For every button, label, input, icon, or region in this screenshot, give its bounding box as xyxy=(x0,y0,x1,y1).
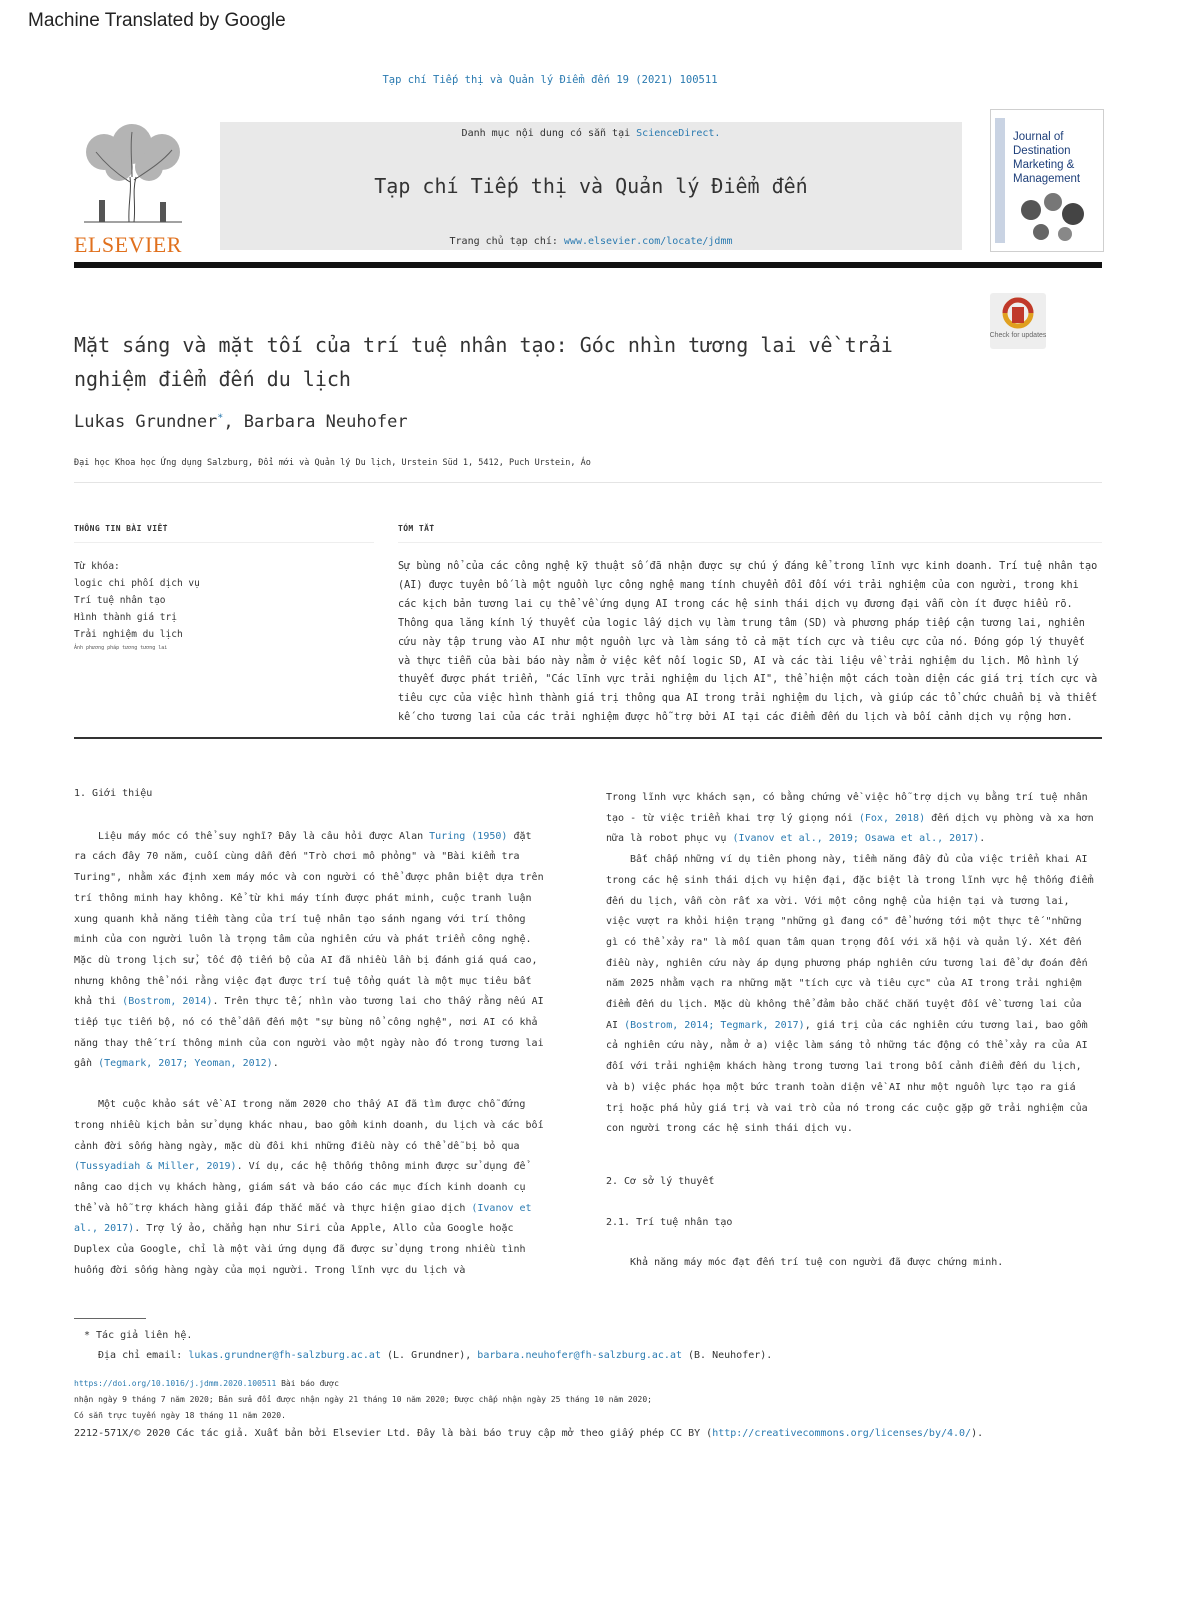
authors-line xyxy=(74,412,408,432)
check-for-updates-icon[interactable] xyxy=(990,293,1046,349)
citation-link[interactable]: (Bostrom, 2014; Tegmark, 2017) xyxy=(624,1019,805,1031)
journal-title: Tạp chí Tiếp thị và Quản lý Điểm đến xyxy=(374,174,808,198)
license-link[interactable]: http://creativecommons.org/licenses/by/4.0/ xyxy=(712,1428,972,1439)
keyword-item: Ảnh phương pháp tương tương lai xyxy=(74,645,168,651)
elsevier-wordmark: ELSEVIER xyxy=(74,232,182,257)
footnote-divider xyxy=(74,1318,146,1319)
citation-link[interactable]: (Ivanov et al., 2019; Osawa et al., 2017) xyxy=(732,833,980,845)
body-paragraph: Khả năng máy móc đạt đến trí tuệ con người đã được chứng minh. xyxy=(630,1257,1004,1269)
email-link[interactable]: barbara.neuhofer@fh-salzburg.ac.at xyxy=(477,1350,682,1361)
subsection-heading: 2.1. Trí tuệ nhân tạo xyxy=(606,1216,733,1228)
online-date: Có sẵn trực tuyến ngày 18 tháng 11 năm 2020. xyxy=(74,1411,286,1420)
divider xyxy=(74,542,374,543)
keywords-block xyxy=(74,558,200,653)
journal-reference-link[interactable]: Tạp chí Tiếp thị và Quản lý Điểm đến 19 (2021) 100511 xyxy=(382,74,718,86)
citation-link[interactable]: Turing (1950) xyxy=(429,830,508,842)
corresponding-author-note: * Tác giả liên hệ. xyxy=(84,1330,193,1341)
footnotes xyxy=(74,1326,1104,1444)
contents-available-line: Danh mục nội dung có sẵn tại ScienceDirect. xyxy=(461,128,721,139)
body-paragraph: Liệu máy móc có thể suy nghĩ? Đây là câu hỏi được Alan Turing (1950) đặt ra cách đây 70 năm, cuối cùng dẫn đến "Trò chơi mô phỏng" và "Bài kiểm tra Turing", nhằm xác định xem máy móc và con người có thể được phân biệt dựa trên trí thông minh hay không. Kể từ khi máy tính được phát minh, cuộc tranh luận xung quanh khả năng tiềm tàng của trí tuệ nhân tạo sánh ngang với trí thông minh của con người luôn là trọng tâm của nghiên cứu và phát triển công nghệ. Mặc dù trong lịch sử, tốc độ tiến bộ của AI đã nhiều lần bị đánh giá quá cao, nhưng không thể nói rằng việc đạt được trí tuệ tổng quát là một mục tiêu bất khả thi (Bostrom, 2014). Trên thực tế, nhìn vào tương lai cho thấy rằng nếu AI tiếp tục tiến bộ, nó có thể dẫn đến một "sự bùng nổ công nghệ", nơi AI có khả năng thay thế trí thông minh của con người vào một ngày nào đó trong tương lai gần (Tegmark, 2017; Yeoman, 2012). xyxy=(74,830,544,1070)
corresponding-author-mark[interactable]: * xyxy=(217,412,224,424)
journal-homepage-line: Trang chủ tạp chí: www.elsevier.com/locate/jdmm xyxy=(449,236,733,247)
citation-link[interactable]: (Tussyadiah & Miller, 2019) xyxy=(74,1161,237,1173)
author-name[interactable]: Lukas Grundner xyxy=(74,412,218,432)
machine-translation-banner: Machine Translated by Google xyxy=(28,10,286,31)
sciencedirect-link[interactable]: ScienceDirect. xyxy=(636,128,721,139)
body-column-left xyxy=(74,784,544,1281)
divider xyxy=(74,737,1102,739)
license-line: 2212-571X/© 2020 Các tác giả. Xuất bản bởi Elsevier Ltd. Đây là bài báo truy cập mở theo giấy phép CC BY (http://creativecommons.org/licenses/by/4.0/). xyxy=(74,1428,984,1439)
section-heading: 1. Giới thiệu xyxy=(74,788,153,799)
section-heading: 2. Cơ sở lý thuyết xyxy=(606,1175,715,1187)
article-title: Mặt sáng và mặt tối của trí tuệ nhân tạo: Góc nhìn tương lai về trải nghiệm điểm đến du lịch xyxy=(74,333,893,391)
doi-link[interactable]: https://doi.org/10.1016/j.jdmm.2020.100511 xyxy=(74,1379,277,1388)
body-paragraph: Trong lĩnh vực khách sạn, có bằng chứng về việc hỗ trợ dịch vụ bằng trí tuệ nhân tạo - từ việc triển khai trợ lý giọng nói (Fox, 2018) đến dịch vụ phòng và xa hơn nữa là robot phục vụ (Ivanov et al., 2019; Osawa et al., 2017). xyxy=(606,792,1094,845)
affiliation: Đại học Khoa học Ứng dụng Salzburg, Đổi mới và Quản lý Du lịch, Urstein Süd 1, 5412, Puch Urstein, Áo xyxy=(74,458,591,468)
body-paragraph: Bất chấp những ví dụ tiên phong này, tiềm năng đầy đủ của việc triển khai AI trong các hệ sinh thái dịch vụ hiện đại, đặc biệt là trong lĩnh vực hệ thống điểm đến du lịch, vẫn còn rất xa vời. Với một công nghệ của hiện tại và tương lai, việc vượt ra khỏi hiện trạng "những gì đang có" để hướng tới một thực tế "những gì có thể xảy ra" là mối quan tâm quan trọng đối với xã hội và quản lý. Xét đến điều này, nghiên cứu này áp dụng phương pháp nghiên cứu tương lai để dự đoán đến năm 2025 nhằm vạch ra những mặt "tích cực và tiêu cực" của AI trong trải nghiệm điểm đến du lịch. Mặc dù không thể đảm bảo chắc chắn tuyệt đối về tương lai của AI (Bostrom, 2014; Tegmark, 2017), giá trị của các nghiên cứu tương lai, bao gồm cả nghiên cứu này, nằm ở a) việc làm sáng tỏ những tác động có thể xảy ra của AI đối với trải nghiệm khách hàng trong tương lai trong bối cảnh điểm đến du lịch, và b) việc phác họa một bức tranh toàn diện về AI như một nguồn lực tạo ra giá trị hoặc phá hủy giá trị và vai trò của nó trong các cuộc gặp gỡ trải nghiệm của con người trong các hệ sinh thái dịch vụ. xyxy=(606,854,1094,1135)
body-column-right xyxy=(606,788,1096,1274)
abstract-heading: TÓM TẮT xyxy=(398,524,435,533)
journal-cover-image xyxy=(990,109,1104,252)
abstract-text: Sự bùng nổ của các công nghệ kỹ thuật số đã nhận được sự chú ý đáng kể trong lĩnh vực kinh doanh. Trí tuệ nhân tạo (AI) được tuyên bố là một nguồn lực công nghệ mang tính chuyển đổi đối với trải nghiệm của con người, trong khi các kịch bản tương lai cụ thể về ứng dụng AI trong các hệ sinh thái dịch vụ đương đại vẫn còn ít được hiểu rõ. Thông qua lăng kính lý thuyết của logic lấy dịch vụ làm trung tâm (SD) và phương pháp tiếp cận tương lai, nghiên cứu này tập trung vào AI như một nguồn lực và làm sáng tỏ cả mặt tích cực và tiêu cực của nó. Đóng góp lý thuyết và thực tiễn của bài báo này nằm ở việc kết nối logic SD, AI và các tài liệu về trải nghiệm du lịch. Mô hình lý thuyết được phát triển, "Các lĩnh vực trải nghiệm du lịch AI", thể hiện một cách toàn diện các giá trị tích cực và tiêu cực của việc hình thành giá trị thông qua AI trong trải nghiệm du lịch, và giúp các tổ chức chuẩn bị và thiết kế cho tương lai của các trải nghiệm được hỗ trợ bởi AI tại các điểm đến du lịch và bối cảnh dịch vụ rộng hơn. xyxy=(398,561,1098,724)
body-paragraph: Một cuộc khảo sát về AI trong năm 2020 cho thấy AI đã tìm được chỗ đứng trong nhiều kịch bản sử dụng khác nhau, bao gồm kinh doanh, du lịch và các bối cảnh đời sống hàng ngày, mặc dù đôi khi những điều này có thể dễ bị bỏ qua (Tussyadiah & Miller, 2019). Ví dụ, các hệ thống thông minh được sử dụng để nâng cao dịch vụ khách hàng, giám sát và báo cáo các mục đích kinh doanh cụ thể và hỗ trợ khách hàng giải đáp thắc mắc và thực hiện giao dịch (Ivanov et al., 2017). Trợ lý ảo, chẳng hạn như Siri của Apple, Allo của Google hoặc Duplex của Google, chỉ là một vài ứng dụng đã được sử dụng trong nhiều tình huống đời sống hàng ngày của mọi người. Trong lĩnh vực du lịch và xyxy=(74,1099,544,1276)
article-info-heading: THÔNG TIN BÀI VIẾT xyxy=(74,524,168,533)
citation-link[interactable]: (Tegmark, 2017; Yeoman, 2012) xyxy=(98,1058,273,1070)
keyword-item: Trải nghiệm du lịch xyxy=(74,629,183,640)
keyword-item: Hình thành giá trị xyxy=(74,612,177,623)
keyword-item: logic chi phối dịch vụ xyxy=(74,578,200,589)
keyword-item: Trí tuệ nhân tạo xyxy=(74,595,166,606)
email-link[interactable]: lukas.grundner@fh-salzburg.ac.at xyxy=(188,1350,381,1361)
citation-link[interactable]: (Ivanov et al., 2017) xyxy=(74,1202,532,1235)
check-badge-label: Check for updates xyxy=(990,332,1046,339)
divider xyxy=(398,542,1102,543)
cover-title: Journal of Destination Marketing & Management xyxy=(1013,131,1081,185)
doi-line: https://doi.org/10.1016/j.jdmm.2020.100511 Bài báo được xyxy=(74,1379,339,1388)
header-divider xyxy=(74,262,1102,268)
journal-homepage-link[interactable]: www.elsevier.com/locate/jdmm xyxy=(563,236,733,247)
citation-link[interactable]: (Fox, 2018) xyxy=(858,812,926,824)
citation-link[interactable]: (Bostrom, 2014) xyxy=(122,996,213,1008)
author-name[interactable]: , Barbara Neuhofer xyxy=(223,412,408,432)
journal-header-box xyxy=(220,122,962,250)
received-dates: nhận ngày 9 tháng 7 năm 2020; Bản sửa đổi được nhận ngày 21 tháng 10 năm 2020; Được chấp nhận ngày 25 tháng 10 năm 2020; xyxy=(74,1395,652,1404)
email-line: Địa chỉ email: lukas.grundner@fh-salzburg.ac.at (L. Grundner), barbara.neuhofer@fh-salzburg.ac.at (B. Neuhofer). xyxy=(98,1350,773,1361)
divider xyxy=(74,482,1102,483)
keywords-label: Từ khóa: xyxy=(74,561,120,572)
